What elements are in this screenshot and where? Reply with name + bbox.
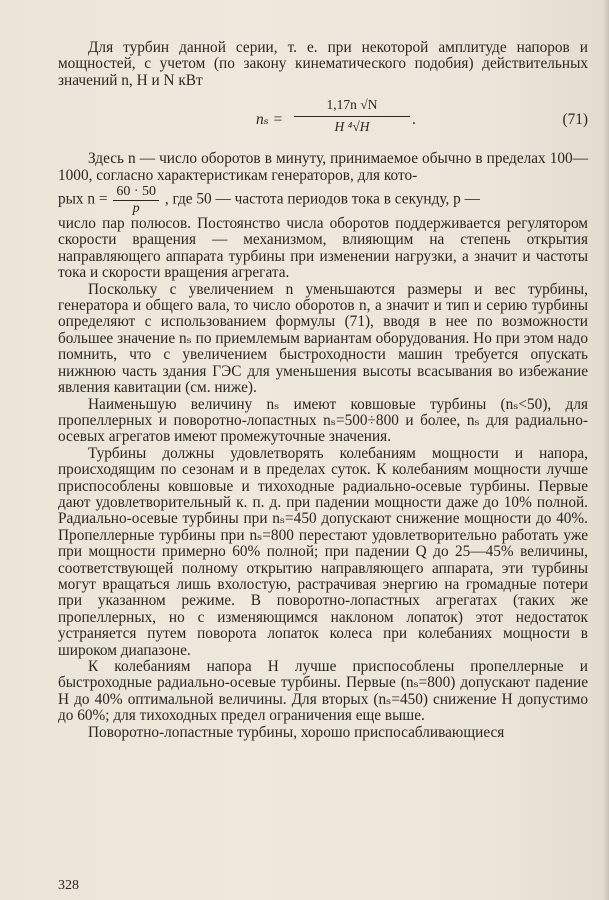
page-text [58, 40, 588, 741]
rpm-fraction-denominator: p [132, 201, 140, 217]
paragraph-intro: Для турбин данной серии, т. е. при некоторой амплитуде напоров и мощностей, с учетом (по закону кинематического подобия) действительных значений n, H и N кВт [58, 39, 588, 89]
formula-lhs: nₛ = [256, 111, 283, 129]
paragraph-power-fluctuations: Турбины должны удовлетворять колебаниям мощности и напора, происходящим по сезонам и в пределах суток. К колебаниям мощности лучше приспособлены ковшовые и тихоходные радиально-осевые турбины. Первые дают удовлетворительный к. п. д. при падении мощности даже до 10% полной. Радиально-осевые турбины при nₛ=450 допускают снижение мощности до 40%. Пропеллерные турбины при nₛ=800 перестают удовлетворительно работать уже при мощности примерно 60% полной; при падении Q до 25—45% величины, соответствующей полному открытию направляющего аппарата, эти турбины могут вращаться лишь вхолостую, растрачивая энергию на громадные потери при указанном режиме. В поворотно-лопастных агрегатах (таких же пропеллерных, но с изменяющимся наклоном лопаток) этот недостаток устраняется путем поворота лопаток колеса при колебаниях мощности в широком диапазоне. [58, 444, 588, 659]
paragraph-size-weight: Поскольку с увеличением n уменьшаются размеры и вес турбины, генератора и общего вала, то число оборотов n, а значит и тип и серию турбины определяют с использованием формулы (71), вводя в нее по возможности большее значение nₛ по приемлемым вариантам оборудования. Но при этом надо помнить, что с увеличением быстроходности машин требуется опускать нижнюю часть здания ГЭС для уменьшения высоты всасывания во избежание явления кавитации (см. ниже). [58, 280, 588, 397]
paragraph-rpm-continued: число пар полюсов. Постоянство числа оборотов поддерживается регулятором скорости вращения — механизмом, влияющим на степень открытия направляющего аппарата турбины при изменении нагрузки, а значит и частоты тока и скорости вращения агрегата. [58, 215, 588, 282]
paragraph-rpm: Здесь n — число оборотов в минуту, принимаемое обычно в пределах 100—1000, согласно характеристикам генераторов, для кото- [58, 150, 588, 184]
formula-denominator: H ⁴√H [334, 118, 370, 134]
formula-fraction [294, 97, 410, 135]
rpm-fraction [113, 184, 159, 216]
rpm-line-start: рых n = [58, 190, 108, 208]
rpm-line-end: , где 50 — частота периодов тока в секунду, p — [164, 190, 480, 208]
rpm-fraction-numerator: 60 · 50 [113, 184, 159, 201]
page-number: 328 [58, 878, 79, 893]
paragraph-rpm-formula-line [58, 184, 588, 216]
paragraph-kaplan-start: Поворотно-лопастные турбины, хорошо приспосабливающиеся [88, 723, 505, 741]
formula-71 [58, 95, 588, 147]
paragraph-ns-values: Наименьшую величину nₛ имеют ковшовые турбины (nₛ<50), для пропеллерных и поворотно-лопастных nₛ=500÷800 и более, nₛ для радиально-осевых агрегатов имеют промежуточные значения. [58, 395, 588, 446]
page-edge-shadow [603, 0, 609, 900]
formula-period: . [412, 111, 416, 129]
paragraph-head-fluctuations: К колебаниям напора H лучше приспособлены пропеллерные и быстроходные радиально-осевые турбины. Первые (nₛ=800) допускают падение H до 40% оптимальной величины. Для вторых (nₛ=450) снижение H допустимо до 60%; для тихоходных предел ограничения еще выше. [58, 658, 588, 725]
formula-number: (71) [562, 111, 588, 129]
formula-numerator: 1,17n √N [294, 97, 410, 116]
